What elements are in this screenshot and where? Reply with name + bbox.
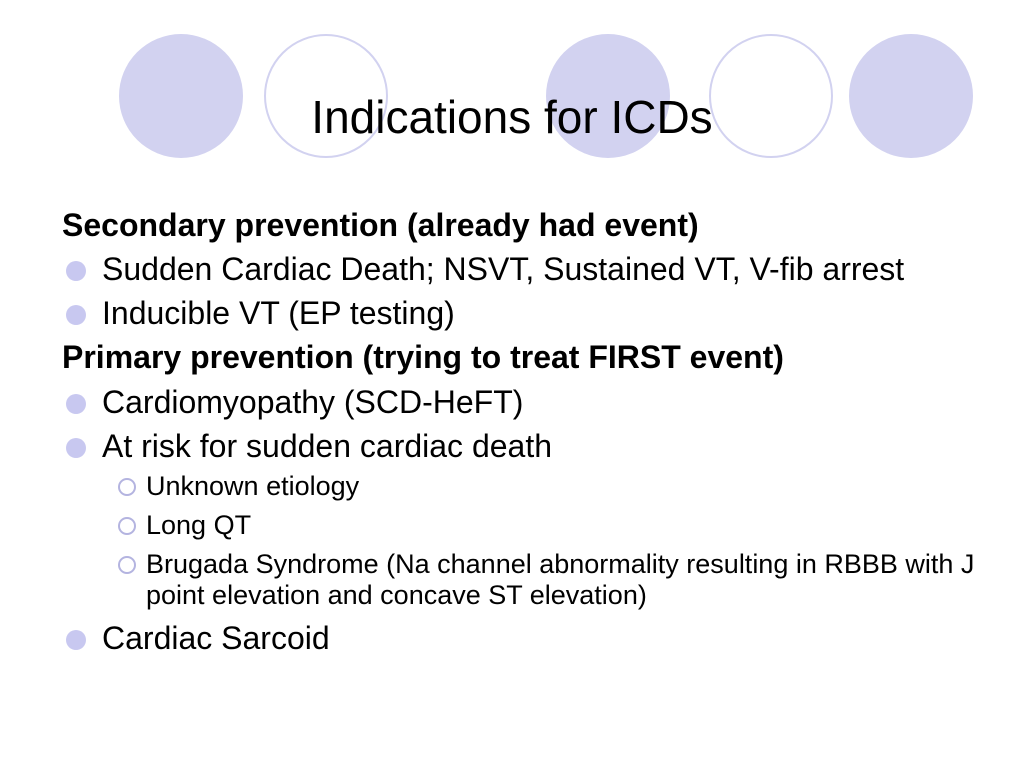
sub-bullet-text: Unknown etiology <box>146 470 360 501</box>
bullet-item <box>62 250 982 288</box>
bullet-item <box>62 294 982 332</box>
hollow-circle-icon <box>118 556 136 574</box>
bullet-text: Cardiac Sarcoid <box>102 619 330 656</box>
sub-bullet-text: Brugada Syndrome (Na channel abnormality resulting in RBBB with J point elevation and concave ST elevation) <box>146 548 975 610</box>
bullet-dot-icon <box>66 305 86 325</box>
bullet-item <box>62 427 982 465</box>
bullet-text: Inducible VT (EP testing) <box>102 295 455 332</box>
sub-bullet-text: Long QT <box>146 509 252 540</box>
sub-bullet-item <box>146 471 982 502</box>
bullet-dot-icon <box>66 261 86 281</box>
bullet-dot-icon <box>66 394 86 414</box>
bullet-text: At risk for sudden cardiac death <box>102 427 553 464</box>
hollow-circle-icon <box>118 478 136 496</box>
bullet-item <box>62 383 982 421</box>
bullet-text: Cardiomyopathy (SCD-HeFT) <box>102 383 524 420</box>
section-heading-primary: Primary prevention (trying to treat FIRST event) <box>62 339 784 376</box>
slide-title: Indications for ICDs <box>311 91 713 143</box>
bullet-dot-icon <box>66 630 86 650</box>
section-heading-secondary: Secondary prevention (already had event) <box>62 207 699 243</box>
sub-bullet-item <box>146 549 982 611</box>
bullet-dot-icon <box>66 438 86 458</box>
sub-bullet-item <box>146 510 982 541</box>
bullet-text: Sudden Cardiac Death; NSVT, Sustained VT, V-fib arrest <box>102 251 905 288</box>
slide-body <box>62 206 982 663</box>
hollow-circle-icon <box>118 517 136 535</box>
bullet-item <box>62 619 982 657</box>
